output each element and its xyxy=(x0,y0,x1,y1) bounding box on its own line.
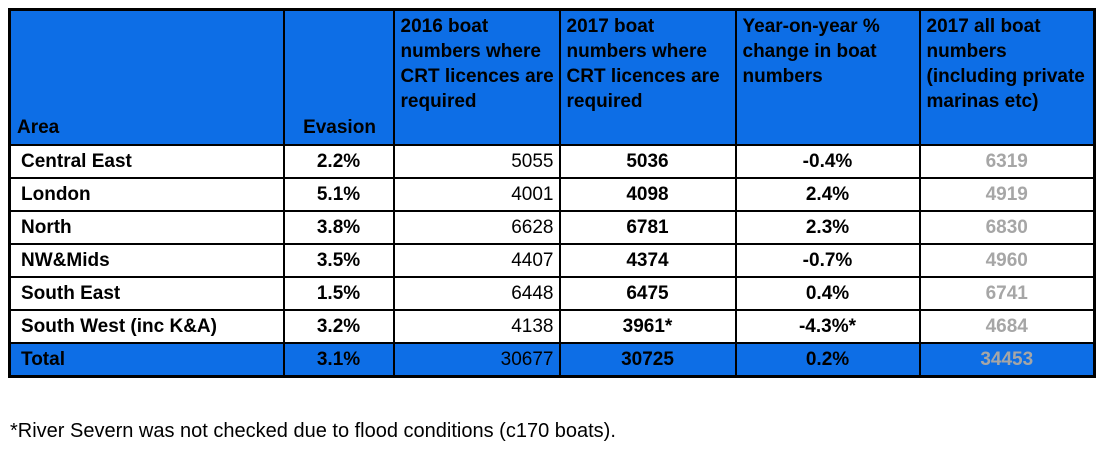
cell-boats-2017-total: 30725 xyxy=(560,343,736,377)
cell-yoy-change: 2.4% xyxy=(736,178,920,211)
table-row xyxy=(10,211,1095,244)
cell-boats-2017: 4374 xyxy=(560,244,736,277)
table-row xyxy=(10,145,1095,178)
cell-all-boats-2017: 4960 xyxy=(920,244,1095,277)
cell-all-boats-2017: 4919 xyxy=(920,178,1095,211)
cell-area: North xyxy=(10,211,284,244)
table-row xyxy=(10,277,1095,310)
cell-all-boats-2017: 6319 xyxy=(920,145,1095,178)
cell-evasion: 5.1% xyxy=(284,178,394,211)
column-header-area: Area xyxy=(10,10,284,146)
column-header-2016-boat-numbers: 2016 boat numbers where CRT licences are required xyxy=(394,10,560,146)
cell-all-boats-2017-total: 34453 xyxy=(920,343,1095,377)
cell-evasion-total: 3.1% xyxy=(284,343,394,377)
cell-all-boats-2017: 4684 xyxy=(920,310,1095,343)
cell-yoy-change: 0.4% xyxy=(736,277,920,310)
cell-evasion: 3.2% xyxy=(284,310,394,343)
table-row xyxy=(10,310,1095,343)
cell-boats-2017: 6781 xyxy=(560,211,736,244)
cell-area: NW&Mids xyxy=(10,244,284,277)
column-header-yoy-change: Year-on-year % change in boat numbers xyxy=(736,10,920,146)
column-header-2017-all-boat-numbers: 2017 all boat numbers (including private marinas etc) xyxy=(920,10,1095,146)
cell-area: South East xyxy=(10,277,284,310)
boat-numbers-table xyxy=(8,8,1096,378)
total-row xyxy=(10,343,1095,377)
cell-boats-2016: 4001 xyxy=(394,178,560,211)
cell-boats-2017: 3961* xyxy=(560,310,736,343)
cell-evasion: 3.5% xyxy=(284,244,394,277)
cell-boats-2016: 6628 xyxy=(394,211,560,244)
cell-boats-2016: 4407 xyxy=(394,244,560,277)
cell-yoy-change: -0.7% xyxy=(736,244,920,277)
cell-boats-2016: 6448 xyxy=(394,277,560,310)
cell-boats-2017: 5036 xyxy=(560,145,736,178)
cell-yoy-change: -4.3%* xyxy=(736,310,920,343)
table-row xyxy=(10,244,1095,277)
footnote: *River Severn was not checked due to flood conditions (c170 boats). xyxy=(10,420,616,442)
cell-boats-2016: 4138 xyxy=(394,310,560,343)
cell-boats-2016: 5055 xyxy=(394,145,560,178)
cell-boats-2017: 6475 xyxy=(560,277,736,310)
cell-boats-2017: 4098 xyxy=(560,178,736,211)
header-row xyxy=(10,10,1095,146)
cell-evasion: 1.5% xyxy=(284,277,394,310)
cell-all-boats-2017: 6741 xyxy=(920,277,1095,310)
cell-area: London xyxy=(10,178,284,211)
cell-yoy-change: -0.4% xyxy=(736,145,920,178)
table-row xyxy=(10,178,1095,211)
cell-evasion: 2.2% xyxy=(284,145,394,178)
cell-evasion: 3.8% xyxy=(284,211,394,244)
cell-boats-2016-total: 30677 xyxy=(394,343,560,377)
cell-all-boats-2017: 6830 xyxy=(920,211,1095,244)
column-header-evasion: Evasion xyxy=(284,10,394,146)
cell-area-total: Total xyxy=(10,343,284,377)
cell-area: South West (inc K&A) xyxy=(10,310,284,343)
column-header-2017-boat-numbers: 2017 boat numbers where CRT licences are required xyxy=(560,10,736,146)
cell-yoy-change-total: 0.2% xyxy=(736,343,920,377)
cell-area: Central East xyxy=(10,145,284,178)
cell-yoy-change: 2.3% xyxy=(736,211,920,244)
